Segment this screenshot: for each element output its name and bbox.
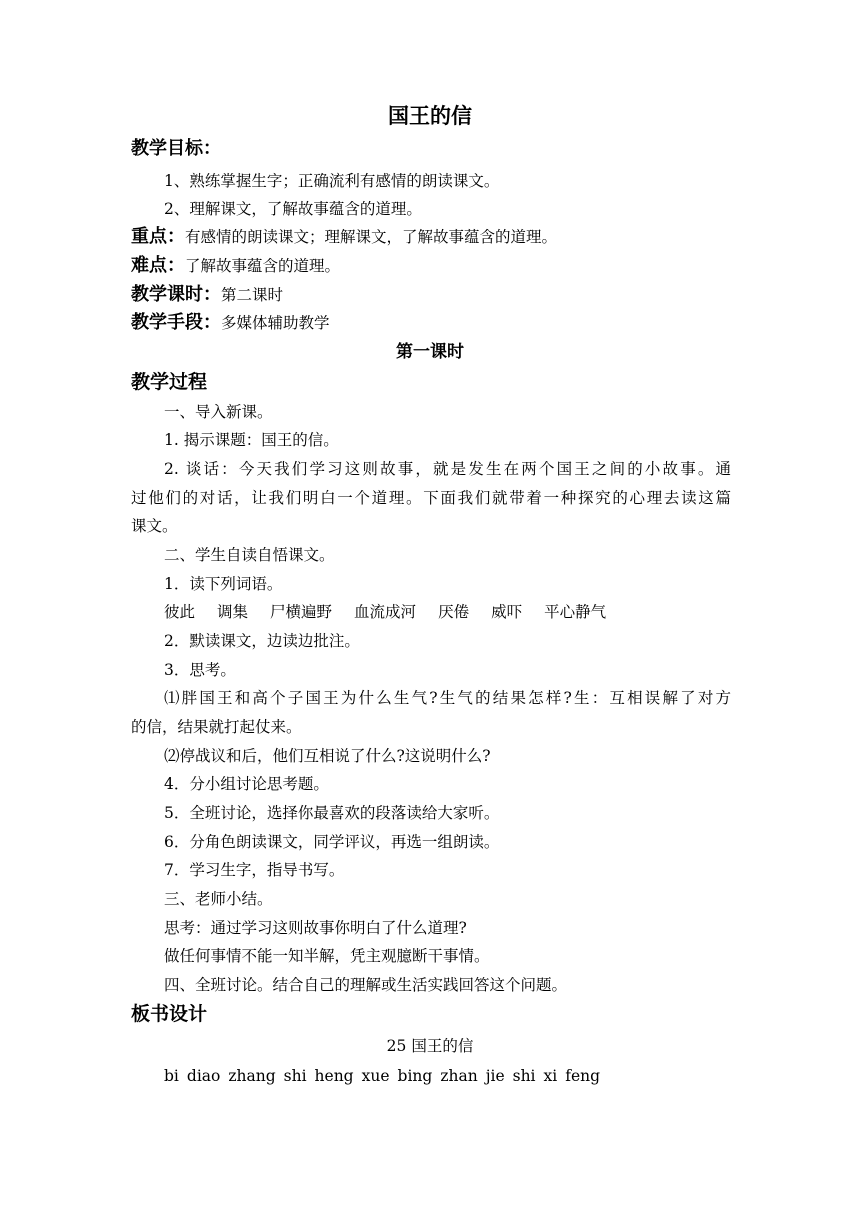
step-3: 三、老师小结。 bbox=[164, 890, 273, 908]
key-point-line bbox=[131, 227, 557, 247]
pinyin-syllable: shi bbox=[512, 1067, 536, 1085]
pinyin-syllable: diao bbox=[186, 1067, 221, 1085]
pinyin-syllable: feng bbox=[565, 1067, 601, 1085]
pinyin-row bbox=[164, 1066, 608, 1086]
step-2-1: 1．读下列词语。 bbox=[164, 575, 283, 593]
board-title: 25 国王的信 bbox=[386, 1037, 474, 1055]
step-2-3: 3．思考。 bbox=[164, 661, 236, 679]
step-1-2-line-2: 过他们的对话，让我们明白一个道理。下面我们就带着一种探究的心理去读这篇 bbox=[131, 489, 731, 507]
pinyin-syllable: xue bbox=[361, 1067, 390, 1085]
step-2-5: 5．全班讨论，选择你最喜欢的段落读给大家听。 bbox=[164, 804, 500, 822]
step-2-6: 6．分角色朗读课文，同学评议，再选一组朗读。 bbox=[164, 833, 500, 851]
question-2: ⑵停战议和后，他们互相说了什么?这说明什么? bbox=[164, 747, 491, 765]
pinyin-syllable: bing bbox=[397, 1067, 433, 1085]
pinyin-syllable: heng bbox=[314, 1067, 354, 1085]
pinyin-syllable: zhan bbox=[440, 1067, 478, 1085]
vocab-word: 彼此 bbox=[164, 603, 196, 621]
vocabulary-row bbox=[164, 602, 628, 622]
step-2-4: 4．分小组讨论思考题。 bbox=[164, 775, 329, 793]
question-1-line-2: 的信，结果就打起仗来。 bbox=[131, 718, 302, 736]
step-1-2-line-1: 2. 谈话：今天我们学习这则故事，就是发生在两个国王之间的小故事。通 bbox=[164, 460, 731, 478]
step-4: 四、全班讨论。结合自己的理解或生活实践回答这个问题。 bbox=[164, 976, 568, 994]
step-2: 二、学生自读自悟课文。 bbox=[164, 546, 335, 564]
question-1-line-1: ⑴胖国王和高个子国王为什么生气?生气的结果怎样?生：互相误解了对方 bbox=[164, 689, 731, 707]
period-text: 第二课时 bbox=[221, 286, 284, 304]
process-heading: 教学过程 bbox=[131, 371, 208, 393]
step-2-7: 7．学习生字，指导书写。 bbox=[164, 861, 345, 879]
pinyin-syllable: shi bbox=[283, 1067, 307, 1085]
difficulty-line bbox=[131, 256, 340, 276]
pinyin-syllable: bi bbox=[164, 1067, 179, 1085]
period-line bbox=[131, 285, 283, 305]
vocab-word: 威吓 bbox=[491, 603, 523, 621]
goal-item-1: 1、熟练掌握生字；正确流利有感情的朗读课文。 bbox=[164, 172, 500, 190]
key-point-label: 重点： bbox=[131, 226, 185, 247]
step-3-question: 思考：通过学习这则故事你明白了什么道理? bbox=[164, 919, 467, 937]
vocab-word: 血流成河 bbox=[354, 603, 417, 621]
vocab-word: 平心静气 bbox=[544, 603, 607, 621]
step-1-1: 1. 揭示课题：国王的信。 bbox=[164, 431, 339, 449]
step-1: 一、导入新课。 bbox=[164, 403, 273, 421]
goals-heading: 教学目标： bbox=[131, 138, 221, 159]
vocab-word: 尸横遍野 bbox=[270, 603, 333, 621]
goal-item-2: 2、理解课文，了解故事蕴含的道理。 bbox=[164, 200, 422, 218]
pinyin-syllable: zhang bbox=[228, 1067, 276, 1085]
lesson-heading: 第一课时 bbox=[396, 342, 464, 362]
period-label: 教学课时： bbox=[131, 284, 221, 305]
step-3-answer: 做任何事情不能一知半解，凭主观臆断干事情。 bbox=[164, 947, 490, 965]
vocab-word: 调集 bbox=[217, 603, 249, 621]
document-title: 国王的信 bbox=[388, 104, 472, 128]
difficulty-text: 了解故事蕴含的道理。 bbox=[185, 257, 341, 275]
means-line bbox=[131, 313, 330, 333]
step-1-2-line-3: 课文。 bbox=[131, 517, 178, 535]
pinyin-syllable: jie bbox=[485, 1067, 505, 1085]
means-label: 教学手段： bbox=[131, 312, 221, 333]
vocab-word: 厌倦 bbox=[438, 603, 470, 621]
difficulty-label: 难点： bbox=[131, 255, 185, 276]
pinyin-syllable: xi bbox=[543, 1067, 558, 1085]
key-point-text: 有感情的朗读课文；理解课文，了解故事蕴含的道理。 bbox=[185, 228, 558, 246]
means-text: 多媒体辅助教学 bbox=[221, 314, 330, 332]
board-heading: 板书设计 bbox=[131, 1003, 208, 1025]
step-2-2: 2．默读课文，边读边批注。 bbox=[164, 632, 360, 650]
